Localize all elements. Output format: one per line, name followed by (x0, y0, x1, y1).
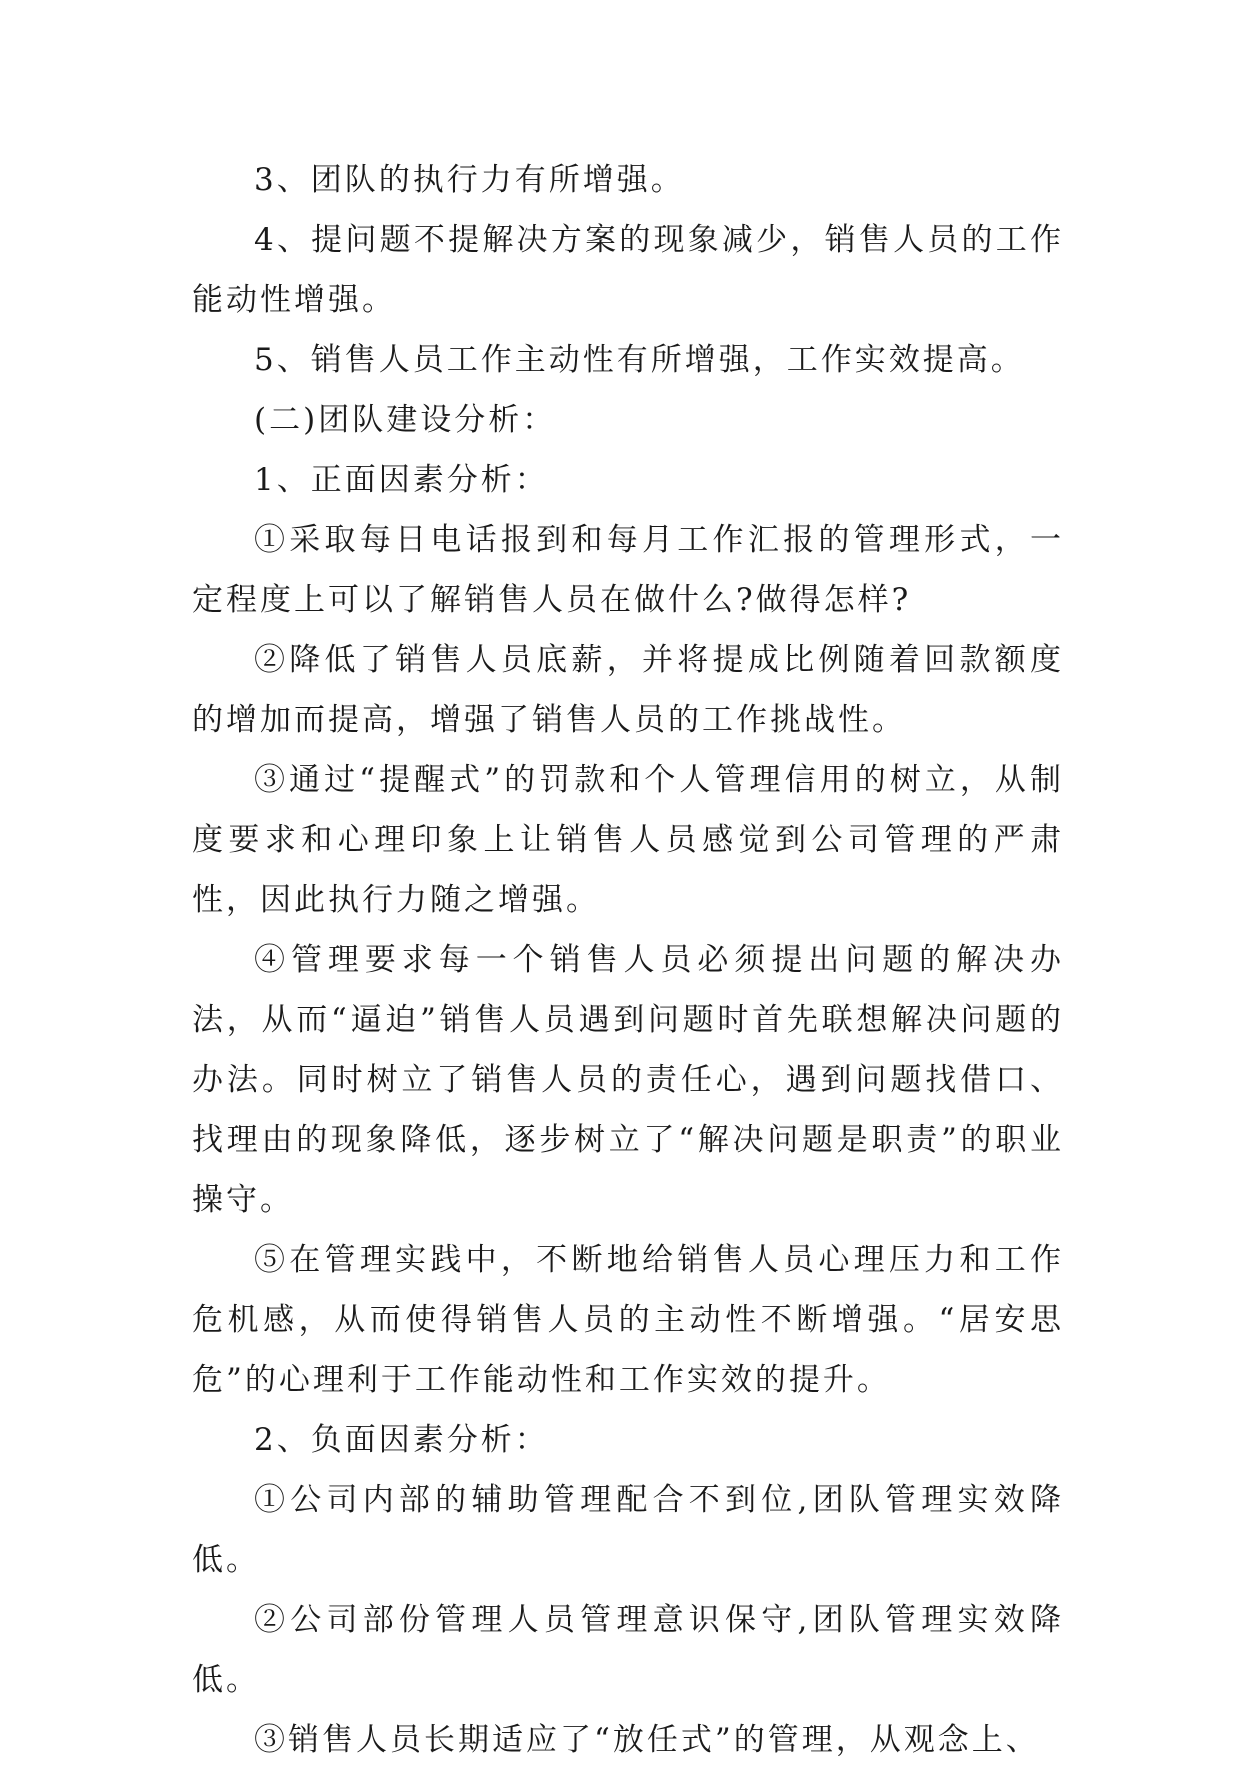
paragraph-negative-3: ③销售人员长期适应了“放任式”的管理，从观念上、 (254, 1722, 1040, 1758)
section-heading-team-analysis: (二)团队建设分析： (254, 402, 557, 438)
paragraph-negative-1: ①公司内部的辅助管理配合不到位,团队管理实效降低。 (192, 1482, 1064, 1578)
paragraph-result-3: 3、团队的执行力有所增强。 (254, 162, 685, 198)
paragraph-negative-2: ②公司部份管理人员管理意识保守,团队管理实效降低。 (192, 1602, 1064, 1698)
subheading-positive-factors: 1、正面因素分析： (254, 462, 549, 498)
paragraph-positive-2: ②降低了销售人员底薪，并将提成比例随着回款额度的增加而提高，增强了销售人员的工作挑战性。 (192, 642, 1064, 738)
paragraph-positive-5: ⑤在管理实践中，不断地给销售人员心理压力和工作危机感，从而使得销售人员的主动性不断增强。“居安思危”的心理利于工作能动性和工作实效的提升。 (192, 1242, 1064, 1398)
paragraph-positive-1: ①采取每日电话报到和每月工作汇报的管理形式，一定程度上可以了解销售人员在做什么?做得怎样? (192, 522, 1064, 618)
paragraph-result-4: 4、提问题不提解决方案的现象减少，销售人员的工作能动性增强。 (192, 222, 1064, 318)
paragraph-positive-4: ④管理要求每一个销售人员必须提出问题的解决办法，从而“逼迫”销售人员遇到问题时首先联想解决问题的办法。同时树立了销售人员的责任心，遇到问题找借口、找理由的现象降低，逐步树立了“解决问题是职责”的职业操守。 (192, 942, 1064, 1218)
document-body (192, 150, 1064, 1770)
subheading-negative-factors: 2、负面因素分析： (254, 1422, 549, 1458)
paragraph-positive-3: ③通过“提醒式”的罚款和个人管理信用的树立，从制度要求和心理印象上让销售人员感觉到公司管理的严肃性，因此执行力随之增强。 (192, 762, 1064, 918)
paragraph-result-5: 5、销售人员工作主动性有所增强，工作实效提高。 (254, 342, 1025, 378)
